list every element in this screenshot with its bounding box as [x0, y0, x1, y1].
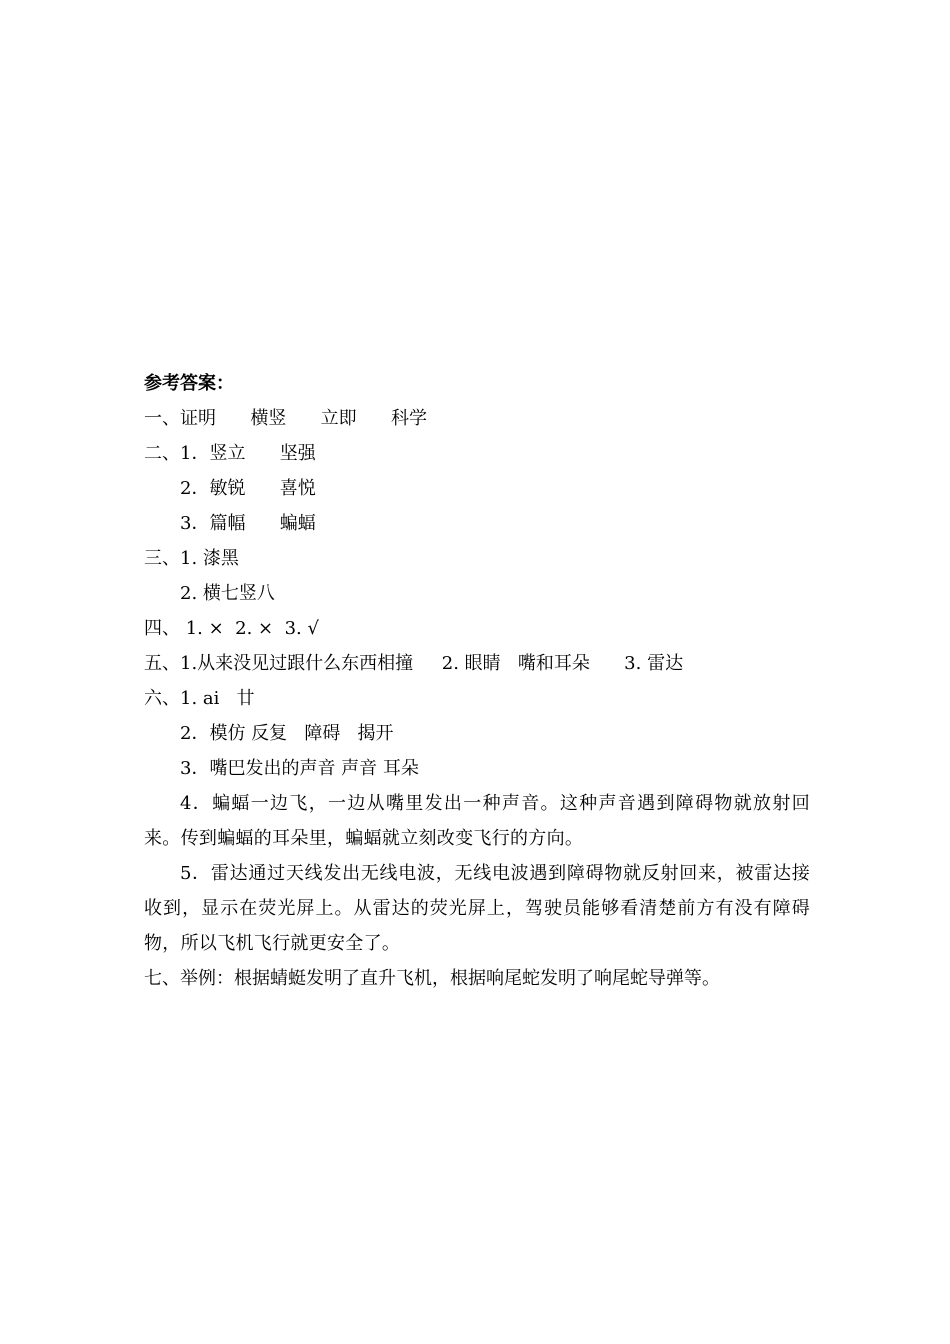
answer-section-6-item-3: 3．嘴巴发出的声音 声音 耳朵	[180, 758, 419, 779]
answer-section-6-item-5: 5．雷达通过天线发出无线电波，无线电波遇到障碍物就反射回来，被雷达接收到，显示在荧光屏上。从雷达的荧光屏上，驾驶员能够看清楚前方有没有障碍物，所以飞机飞行就更安全了。	[144, 863, 810, 954]
answer-section-5: 五、1.从来没见过跟什么东西相撞 2. 眼睛 嘴和耳朵 3. 雷达	[144, 653, 684, 674]
answer-key-title: 参考答案：	[144, 373, 234, 394]
answer-section-2-item-3: 3．篇幅 蝙蝠	[180, 513, 316, 534]
answer-section-2-item-2: 2．敏锐 喜悦	[180, 478, 316, 499]
answer-section-7: 七、举例：根据蜻蜓发明了直升飞机，根据响尾蛇发明了响尾蛇导弹等。	[144, 968, 720, 989]
answer-key	[144, 366, 810, 996]
answer-section-6-item-2: 2．模仿 反复 障碍 揭开	[180, 723, 394, 744]
answer-section-3-item-1: 三、1. 漆黑	[144, 548, 239, 569]
answer-section-2-item-1: 二、1．竖立 坚强	[144, 443, 316, 464]
answer-section-3-item-2: 2. 横七竖八	[180, 583, 275, 604]
answer-section-6-item-1: 六、1. ai 廿	[144, 688, 255, 709]
answer-section-1: 一、证明 横竖 立即 科学	[144, 408, 427, 429]
answer-section-4: 四、 1. × 2. × 3. √	[144, 618, 319, 639]
answer-section-6-item-4: 4．蝙蝠一边飞，一边从嘴里发出一种声音。这种声音遇到障碍物就放射回来。传到蝙蝠的耳朵里，蝙蝠就立刻改变飞行的方向。	[144, 793, 810, 849]
